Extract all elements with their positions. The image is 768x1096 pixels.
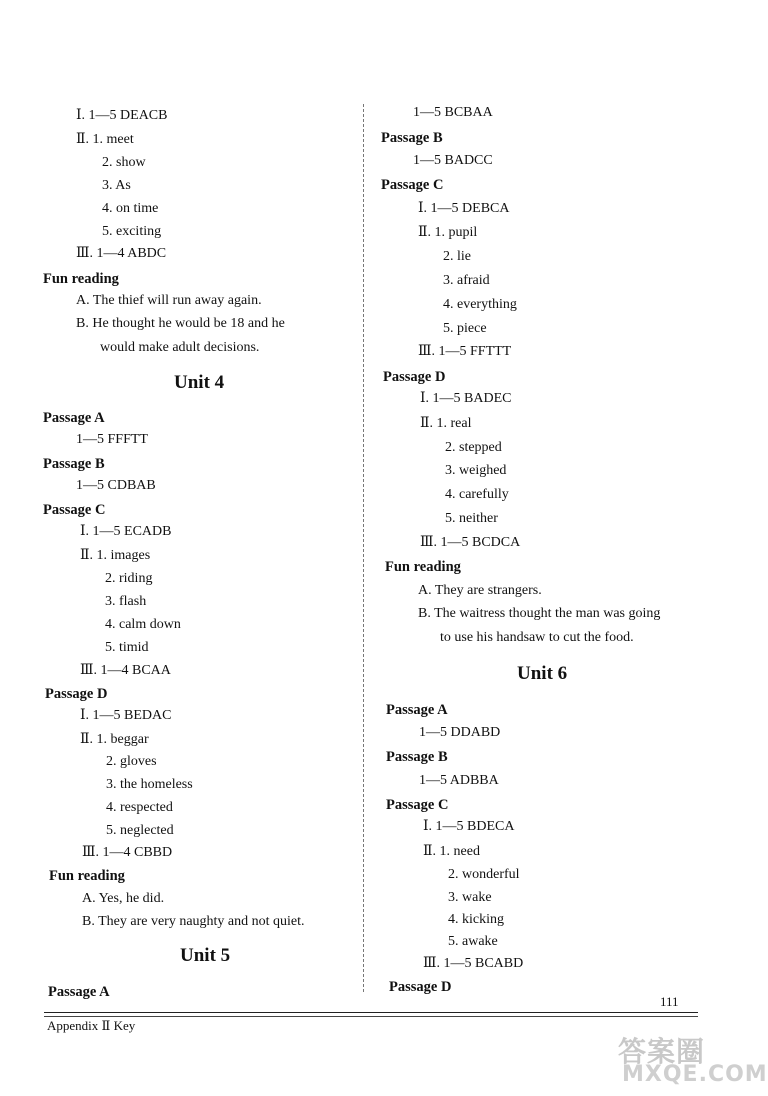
answer-line: 5. awake — [448, 934, 498, 949]
answer-line: 4. carefully — [445, 487, 509, 502]
answer-line: 5. exciting — [102, 224, 162, 239]
section-heading: Passage C — [381, 177, 444, 193]
watermark-logo: 答案圈 — [618, 1035, 706, 1068]
answer-line: Ⅱ. 1. pupil — [418, 225, 478, 240]
section-heading: Fun reading — [49, 868, 125, 884]
answer-line: 2. stepped — [445, 440, 502, 455]
answer-line: to use his handsaw to cut the food. — [440, 630, 634, 645]
answer-line: 5. neither — [445, 511, 498, 526]
section-heading: Passage D — [45, 686, 108, 702]
answer-line: Ⅱ. 1. beggar — [80, 732, 149, 747]
answer-line: A. Yes, he did. — [82, 891, 165, 906]
answer-line: 1—5 BCBAA — [413, 105, 493, 120]
section-heading: Passage B — [386, 749, 448, 765]
answer-line: A. The thief will run away again. — [76, 293, 262, 308]
answer-line: Ⅲ. 1—4 CBBD — [82, 845, 173, 860]
column-divider — [363, 104, 364, 992]
section-heading: Passage D — [383, 369, 446, 385]
answer-line: Ⅱ. 1. meet — [76, 132, 134, 147]
answer-line: Ⅱ. 1. images — [80, 548, 151, 563]
answer-line: 4. respected — [106, 800, 173, 815]
answer-line: 3. afraid — [443, 273, 490, 288]
answer-line: 3. the homeless — [106, 777, 193, 792]
unit-title: Unit 6 — [517, 663, 568, 684]
unit-title: Unit 4 — [174, 372, 225, 393]
answer-line: Ⅰ. 1—5 BADEC — [420, 391, 512, 406]
answer-line: Ⅰ. 1—5 DEBCA — [418, 201, 510, 216]
answer-line: 3. flash — [105, 594, 147, 609]
section-heading: Fun reading — [385, 559, 461, 575]
answer-line: Ⅱ. 1. need — [423, 844, 480, 859]
answer-line: Ⅲ. 1—4 ABDC — [76, 246, 167, 261]
answer-line: 1—5 FFFTT — [76, 432, 148, 447]
section-heading: Passage B — [381, 130, 443, 146]
footer-label: Appendix Ⅱ Key — [47, 1018, 136, 1033]
answer-line: 1—5 CDBAB — [76, 478, 156, 493]
footer-rule — [44, 1016, 698, 1017]
section-heading: Passage C — [386, 797, 449, 813]
watermark-text: MXQE.COM — [622, 1062, 768, 1087]
answer-line: B. The waitress thought the man was going — [418, 606, 661, 621]
answer-line: A. They are strangers. — [418, 583, 542, 598]
section-heading: Passage A — [386, 702, 448, 718]
answer-line: 4. on time — [102, 201, 159, 216]
answer-line: 1—5 ADBBA — [419, 773, 499, 788]
answer-line: 2. show — [102, 155, 146, 170]
answer-line: Ⅲ. 1—5 BCABD — [423, 956, 524, 971]
answer-line: 2. wonderful — [448, 867, 520, 882]
answer-line: 5. neglected — [106, 823, 174, 838]
answer-line: Ⅲ. 1—5 FFTTT — [418, 344, 512, 359]
answer-line: would make adult decisions. — [100, 340, 260, 355]
section-heading: Fun reading — [43, 271, 119, 287]
answer-line: 1—5 DDABD — [419, 725, 501, 740]
footer-rule — [44, 1012, 698, 1013]
answer-line: Ⅲ. 1—4 BCAA — [80, 663, 171, 678]
answer-line: 4. everything — [443, 297, 517, 312]
answer-line: 4. calm down — [105, 617, 181, 632]
answer-line: 2. gloves — [106, 754, 157, 769]
section-heading: Passage A — [48, 984, 110, 1000]
answer-line: 3. weighed — [445, 463, 507, 478]
answer-line: B. He thought he would be 18 and he — [76, 316, 285, 331]
page-number: 111 — [660, 994, 679, 1009]
answer-line: Ⅲ. 1—5 BCDCA — [420, 535, 521, 550]
answer-line: 3. wake — [448, 890, 492, 905]
answer-line: 2. riding — [105, 571, 153, 586]
answer-line: Ⅱ. 1. real — [420, 416, 472, 431]
answer-line: Ⅰ. 1—5 DEACB — [76, 108, 168, 123]
section-heading: Passage B — [43, 456, 105, 472]
unit-title: Unit 5 — [180, 945, 231, 966]
answer-line: 4. kicking — [448, 912, 504, 927]
answer-line: Ⅰ. 1—5 ECADB — [80, 524, 172, 539]
answer-line: 5. timid — [105, 640, 149, 655]
answer-line: Ⅰ. 1—5 BDECA — [423, 819, 515, 834]
answer-line: B. They are very naughty and not quiet. — [82, 914, 305, 929]
answer-line: 5. piece — [443, 321, 487, 336]
section-heading: Passage C — [43, 502, 106, 518]
answer-line: 2. lie — [443, 249, 471, 264]
section-heading: Passage D — [389, 979, 452, 995]
answer-line: 3. As — [102, 178, 131, 193]
answer-line: Ⅰ. 1—5 BEDAC — [80, 708, 172, 723]
section-heading: Passage A — [43, 410, 105, 426]
answer-line: 1—5 BADCC — [413, 153, 493, 168]
